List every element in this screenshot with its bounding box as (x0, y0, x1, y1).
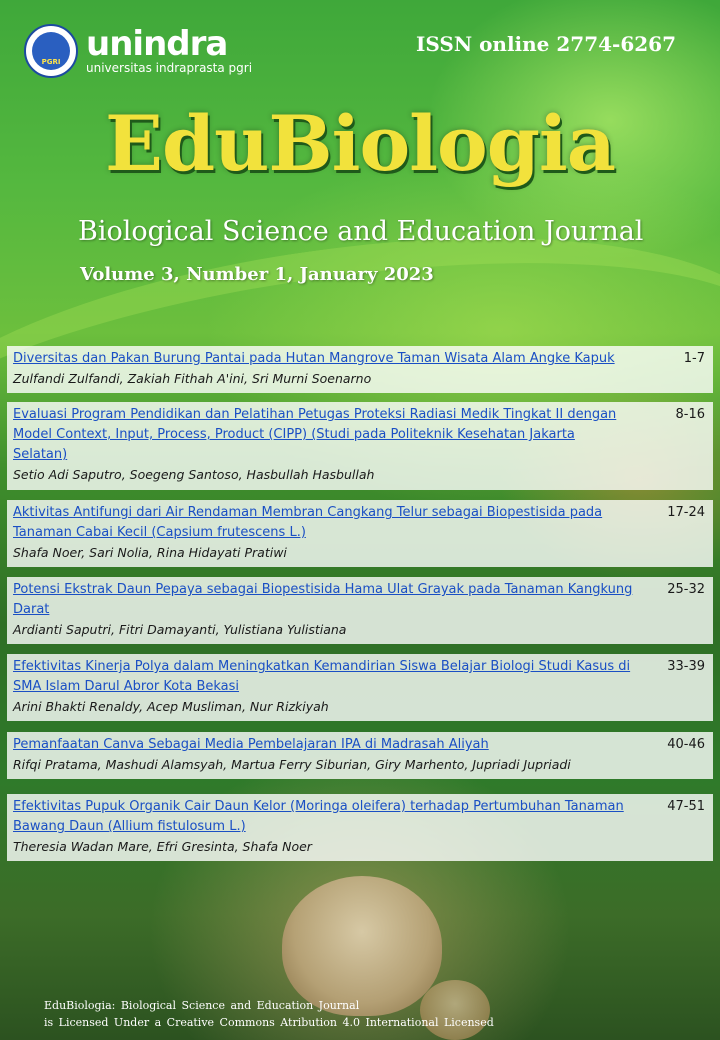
article-entry (7, 732, 713, 779)
article-authors: Shafa Noer, Sari Nolia, Rina Hidayati Pratiwi (13, 545, 287, 560)
article-title-link[interactable]: Diversitas dan Pakan Burung Pantai pada Hutan Mangrove Taman Wisata Alam Angke Kapuk (13, 351, 615, 366)
license-footer (44, 997, 494, 1031)
volume-info: Volume 3, Number 1, January 2023 (80, 264, 434, 285)
issn-label: ISSN online 2774-6267 (416, 32, 676, 56)
article-title-link[interactable]: Evaluasi Program Pendidikan dan Pelatihan Petugas Proteksi Radiasi Medik Tingkat II dengan Model Context, Input, Process, Product (CIPP) (Studi pada Politeknik Kesehatan Jakarta Selatan) (13, 407, 617, 462)
university-logo (24, 24, 252, 78)
article-pages: 40-46 (667, 737, 705, 752)
article-title-link[interactable]: Efektivitas Kinerja Polya dalam Meningkatkan Kemandirian Siswa Belajar Biologi Studi Kasus di SMA Islam Darul Abror Kota Bekasi (13, 659, 631, 694)
article-pages: 33-39 (667, 659, 705, 674)
article-authors: Arini Bhakti Renaldy, Acep Musliman, Nur Rizkiyah (13, 699, 329, 714)
article-entry (7, 500, 713, 567)
article-pages: 1-7 (683, 351, 705, 366)
article-pages: 8-16 (675, 407, 705, 422)
article-entry (7, 794, 713, 861)
article-authors: Ardianti Saputri, Fitri Damayanti, Yulistiana Yulistiana (13, 622, 347, 637)
article-authors: Rifqi Pratama, Mashudi Alamsyah, Martua Ferry Siburian, Giry Marhento, Jupriadi Jupriadi (13, 757, 571, 772)
article-pages: 47-51 (667, 799, 705, 814)
footer-line-1: EduBiologia: Biological Science and Education Journal (44, 999, 360, 1012)
article-title-link[interactable]: Efektivitas Pupuk Organik Cair Daun Kelor (Moringa oleifera) terhadap Pertumbuhan Tanaman Bawang Daun (Allium fistulosum L.) (13, 799, 624, 834)
background-mushroom (282, 876, 442, 1016)
article-title-link[interactable]: Pemanfaatan Canva Sebagai Media Pembelajaran IPA di Madrasah Aliyah (13, 737, 489, 752)
brand-subtitle: universitas indraprasta pgri (86, 61, 253, 75)
article-entry (7, 577, 713, 644)
article-pages: 17-24 (667, 505, 705, 520)
article-entry (7, 402, 713, 490)
article-title-link[interactable]: Potensi Ekstrak Daun Pepaya sebagai Biopestisida Hama Ulat Grayak pada Tanaman Kangkung Darat (13, 582, 633, 617)
article-pages: 25-32 (667, 582, 705, 597)
university-seal-icon (24, 24, 78, 78)
journal-title: EduBiologia (105, 99, 615, 188)
brand (86, 24, 253, 75)
article-authors: Setio Adi Saputro, Soegeng Santoso, Hasbullah Hasbullah (13, 467, 375, 482)
brand-name: unindra (86, 24, 228, 64)
article-entry (7, 654, 713, 721)
article-authors: Theresia Wadan Mare, Efri Gresinta, Shafa Noer (13, 839, 312, 854)
article-title-link[interactable]: Aktivitas Antifungi dari Air Rendaman Membran Cangkang Telur sebagai Biopestisida pada Tanaman Cabai Kecil (Capsium frutescens L.) (13, 505, 603, 540)
footer-line-2: is Licensed Under a Creative Commons Atribution 4.0 International Licensed (44, 1016, 494, 1029)
seal-text: PGRI (32, 32, 70, 70)
journal-subtitle: Biological Science and Education Journal (78, 216, 644, 247)
article-authors: Zulfandi Zulfandi, Zakiah Fithah A'ini, Sri Murni Soenarno (13, 371, 372, 386)
article-entry (7, 346, 713, 393)
